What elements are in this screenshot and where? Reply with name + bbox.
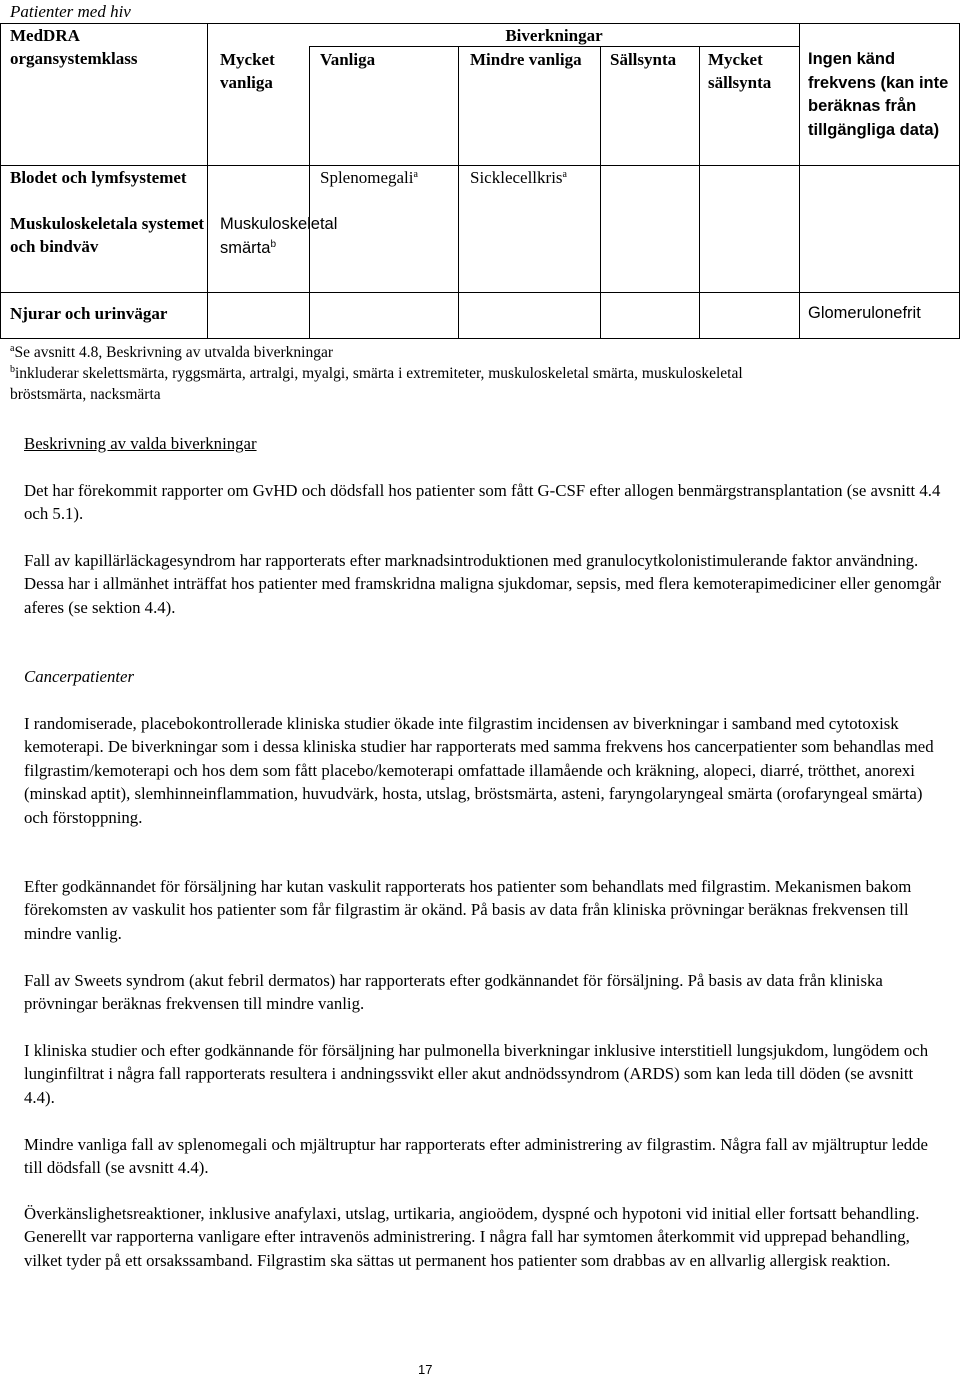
- table-caption: Patienter med hiv: [10, 2, 131, 21]
- table-row-rule: [0, 292, 960, 293]
- paragraph: Fall av Sweets syndrom (akut febril dermatos) har rapporterats efter godkännandet för försäljning. På basis av data från kliniska prövningar beräknas frekvensen till mindre vanlig.: [24, 971, 883, 1014]
- subheading-cancer-patients: Cancerpatienter: [24, 667, 134, 686]
- header-unknown-frequency: Ingen känd frekvens (kan inte beräknas från tillgängliga data): [808, 50, 949, 139]
- col-divider: [458, 46, 459, 339]
- header-rare: Sällsynta: [610, 50, 677, 69]
- paragraph: Överkänslighetsreaktioner, inklusive anafylaxi, utslag, urtikaria, angioödem, dyspné och hypotoni vid initial eller fortsatt behandling. Generellt var rapporterna vanligare efter intravenös administrering. I några fall har symtomen återkommit vid upprepad behandling, vilket tyder på ett orsakssamband. Filgrastim ska sättas ut permanent hos patienter som drabbas av en allvarlig allergisk reaktion.: [24, 1204, 920, 1270]
- col-divider: [309, 46, 310, 339]
- row-label-renal: Njurar och urinvägar: [10, 304, 168, 323]
- cell-glomerulonephritis: Glomerulonefrit: [808, 304, 921, 322]
- header-adverse-reactions: Biverkningar: [505, 26, 603, 45]
- header-common: Vanliga: [320, 50, 376, 69]
- col-divider: [207, 23, 208, 339]
- row-label-musculoskeletal: Muskuloskeletala systemet och bindväv: [10, 214, 205, 256]
- col-divider: [600, 46, 601, 339]
- paragraph: I kliniska studier och efter godkännande för försäljning har pulmonella biverkningar inklusive interstitiell lungsjukdom, lungödem och lunginfiltrat i några fall rapporterats resultera i andningssvikt eller akut andnödssyndrom (ARDS) som kan leda till döden (se avsnitt 4.4).: [24, 1041, 929, 1107]
- cell-sickle-cell-crisis: Sicklecellkris$^a$: [470, 168, 567, 187]
- paragraph: Det har förekommit rapporter om GvHD och dödsfall hos patienter som fått G-CSF efter allogen benmärgstransplantation (se avsnitt 4.4 och 5.1).: [24, 481, 941, 524]
- page-number: 17: [418, 1362, 433, 1377]
- table-border-bottom: [0, 338, 960, 339]
- paragraph: I randomiserade, placebokontrollerade kliniska studier ökade inte filgrastim incidensen av biverkningar i samband med cytotoxisk kemoterapi. De biverkningar som i dessa kliniska studier har rapporterats med samma frekvens hos cancerpatienter som behandlas med filgrastim/kemoterapi och hos dem som fått placebo/kemoterapi omfattade illamående och kräkning, alopeci, diarré, trötthet, anorexi (minskad aptit), slemhinneinflammation, huvudvärk, hosta, utslag, bröstsmärta, asteni, faryngolaryngeal smärta (orofaryngeal smärta) och förstoppning.: [24, 714, 934, 827]
- header-very-rare: Mycket sällsynta: [708, 50, 772, 92]
- footnote-b: $^b$inkluderar skelettsmärta, ryggsmärta, artralgi, myalgi, smärta i extremiteter, muskuloskeletal smärta, muskuloskeletal bröstsmärta, nacksmärta: [10, 364, 743, 403]
- row-label-blood: Blodet och lymfsystemet: [10, 168, 187, 187]
- footnote-ref-a: a: [413, 169, 418, 180]
- header-organ-class: MedDRA organsystemklass: [10, 26, 138, 68]
- footnote-ref-b: b: [270, 238, 276, 250]
- cell-musculoskeletal-pain: Muskuloskeletal smärta$^b$: [220, 215, 338, 257]
- cell-splenomegaly: Splenomegali$^a$: [320, 168, 418, 187]
- paragraph: Efter godkännandet för försäljning har kutan vaskulit rapporterats hos patienter som behandlats med filgrastim. Mekanismen bakom förekomsten av vaskulit hos patienter som får filgrastim är okänd. På basis av data från kliniska prövningar beräknas frekvensen till mindre vanlig.: [24, 877, 912, 943]
- header-very-common: Mycket vanliga: [220, 50, 275, 92]
- footnote-ref-a: a: [562, 169, 567, 180]
- paragraph: Fall av kapillärläckagesyndrom har rapporterats efter marknadsintroduktionen med granulocytkolonistimulerande faktor användning. Dessa har i allmänhet inträffat hos patienter med framskridna maligna sjukdomar, sepsis, med flera kemoterapimediciner eller genomgår aferes (se sektion 4.4).: [24, 551, 942, 617]
- table-border-left: [0, 23, 1, 339]
- col-divider: [799, 23, 800, 339]
- header-uncommon: Mindre vanliga: [470, 50, 582, 69]
- col-divider: [699, 46, 700, 339]
- paragraph: Mindre vanliga fall av splenomegali och mjältruptur har rapporterats efter administrering av filgrastim. Några fall av mjältruptur ledde till dödsfall (se avsnitt 4.4).: [24, 1135, 929, 1178]
- section-heading: Beskrivning av valda biverkningar: [24, 434, 257, 453]
- footnote-a: $^a$Se avsnitt 4.8, Beskrivning av utvalda biverkningar: [10, 343, 334, 361]
